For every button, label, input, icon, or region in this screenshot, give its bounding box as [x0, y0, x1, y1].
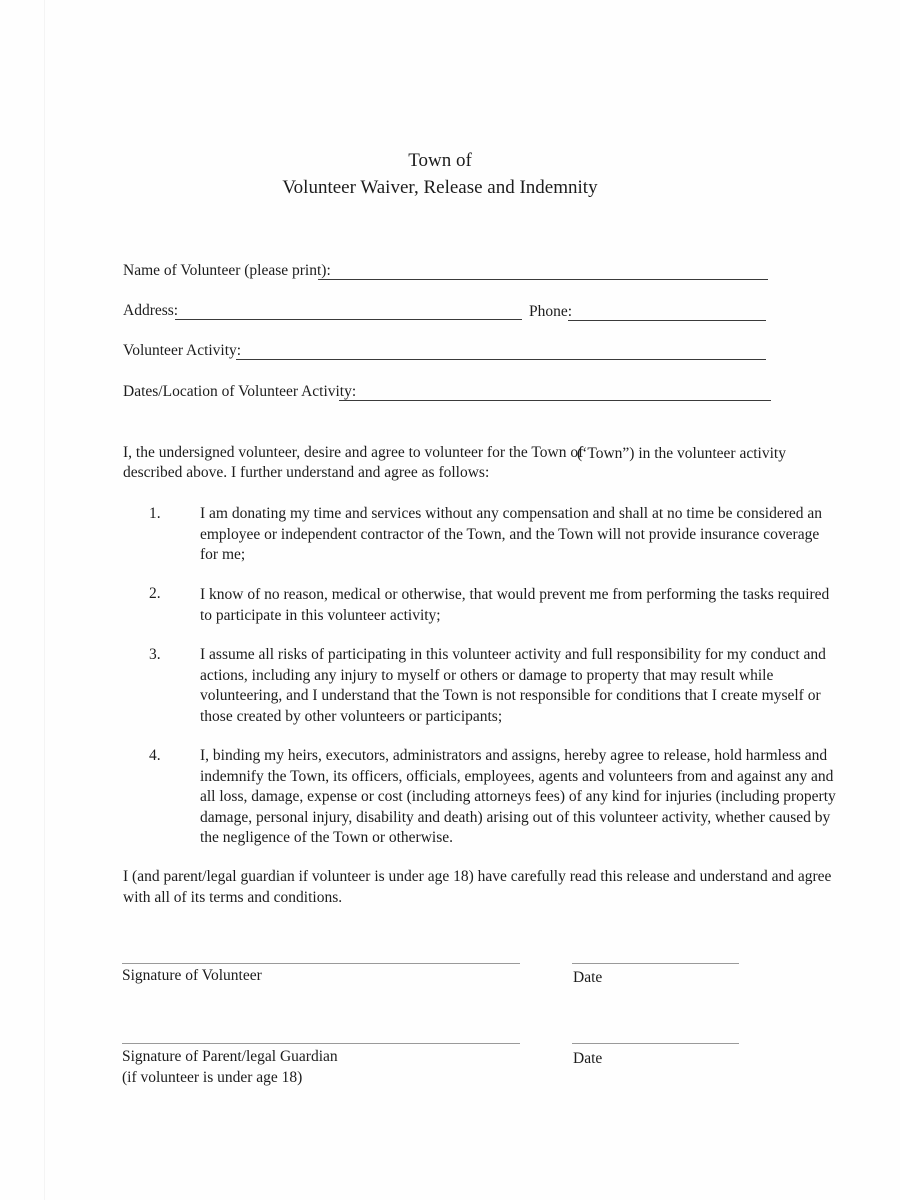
- phone-field-line[interactable]: [568, 320, 766, 321]
- item-line: I, binding my heirs, executors, administrators and assigns, hereby agree to release, hold harmless and: [200, 747, 828, 764]
- item-number: 2.: [149, 585, 161, 602]
- volunteer-date-line[interactable]: [572, 963, 739, 964]
- guardian-signature-sublabel: (if volunteer is under age 18): [122, 1069, 303, 1086]
- dates-location-field-label: Dates/Location of Volunteer Activity:: [123, 383, 357, 400]
- intro-line-2: described above. I further understand and agree as follows:: [123, 464, 490, 481]
- list-item: [200, 645, 826, 727]
- item-number: 1.: [149, 505, 161, 522]
- item-line: to participate in this volunteer activity;: [200, 606, 441, 624]
- address-field-line[interactable]: [175, 319, 522, 320]
- document-title-town: Town of: [408, 150, 472, 171]
- item-line: the negligence of the Town or otherwise.: [200, 829, 454, 846]
- closing-statement: [123, 867, 831, 908]
- phone-field-label: Phone:: [529, 303, 573, 320]
- item-line: indemnify the Town, its officers, officials, employees, agents and volunteers from and against any and: [200, 767, 834, 785]
- guardian-signature-label: Signature of Parent/legal Guardian: [122, 1048, 338, 1065]
- dates-location-field-line[interactable]: [339, 400, 771, 401]
- address-field-label: Address:: [123, 302, 179, 319]
- activity-field-line[interactable]: [236, 359, 766, 360]
- intro-line-1a: I, the undersigned volunteer, desire and agree to volunteer for the Town of: [123, 444, 584, 461]
- item-line: all loss, damage, expense or cost (including attorneys fees) of any kind for injuries (including property: [200, 788, 836, 805]
- item-line: for me;: [200, 546, 246, 563]
- item-line: damage, personal injury, disability and death) arising out of this volunteer activity, whether caused by: [200, 808, 831, 826]
- item-line: I assume all risks of participating in this volunteer activity and full responsibility for my conduct and: [200, 646, 826, 663]
- item-number: 4.: [149, 747, 161, 764]
- guardian-signature-line[interactable]: [122, 1043, 520, 1044]
- item-line: I am donating my time and services without any compensation and shall at no time be considered an: [200, 505, 822, 522]
- activity-field-label: Volunteer Activity:: [123, 342, 242, 359]
- guardian-date-line[interactable]: [572, 1043, 739, 1044]
- item-number: 3.: [149, 646, 161, 663]
- volunteer-signature-label: Signature of Volunteer: [122, 967, 262, 984]
- volunteer-signature-line[interactable]: [122, 963, 520, 964]
- list-item: [200, 585, 829, 626]
- closing-line: with all of its terms and conditions.: [123, 888, 343, 906]
- item-line: actions, including any injury to myself or others or damage to property that may result while: [200, 666, 774, 684]
- closing-line: I (and parent/legal guardian if volunteer is under age 18) have carefully read this release and understand and agree: [123, 868, 832, 885]
- volunteer-date-label: Date: [573, 969, 603, 986]
- item-line: employee or independent contractor of the Town, and the Town will not provide insurance coverage: [200, 525, 820, 543]
- list-item: [200, 746, 836, 849]
- name-field-line[interactable]: [318, 279, 768, 280]
- item-line: those created by other volunteers or participants;: [200, 707, 503, 725]
- name-field-label: Name of Volunteer (please print):: [123, 262, 331, 279]
- intro-line-1b: (‘Town”) in the volunteer activity: [577, 445, 786, 462]
- item-line: I know of no reason, medical or otherwise, that would prevent me from performing the tasks required: [200, 586, 830, 603]
- document-title: Volunteer Waiver, Release and Indemnity: [282, 177, 598, 198]
- item-line: volunteering, and I understand that the Town is not responsible for conditions that I create myself or: [200, 687, 821, 704]
- list-item: [200, 504, 822, 566]
- guardian-date-label: Date: [573, 1050, 603, 1067]
